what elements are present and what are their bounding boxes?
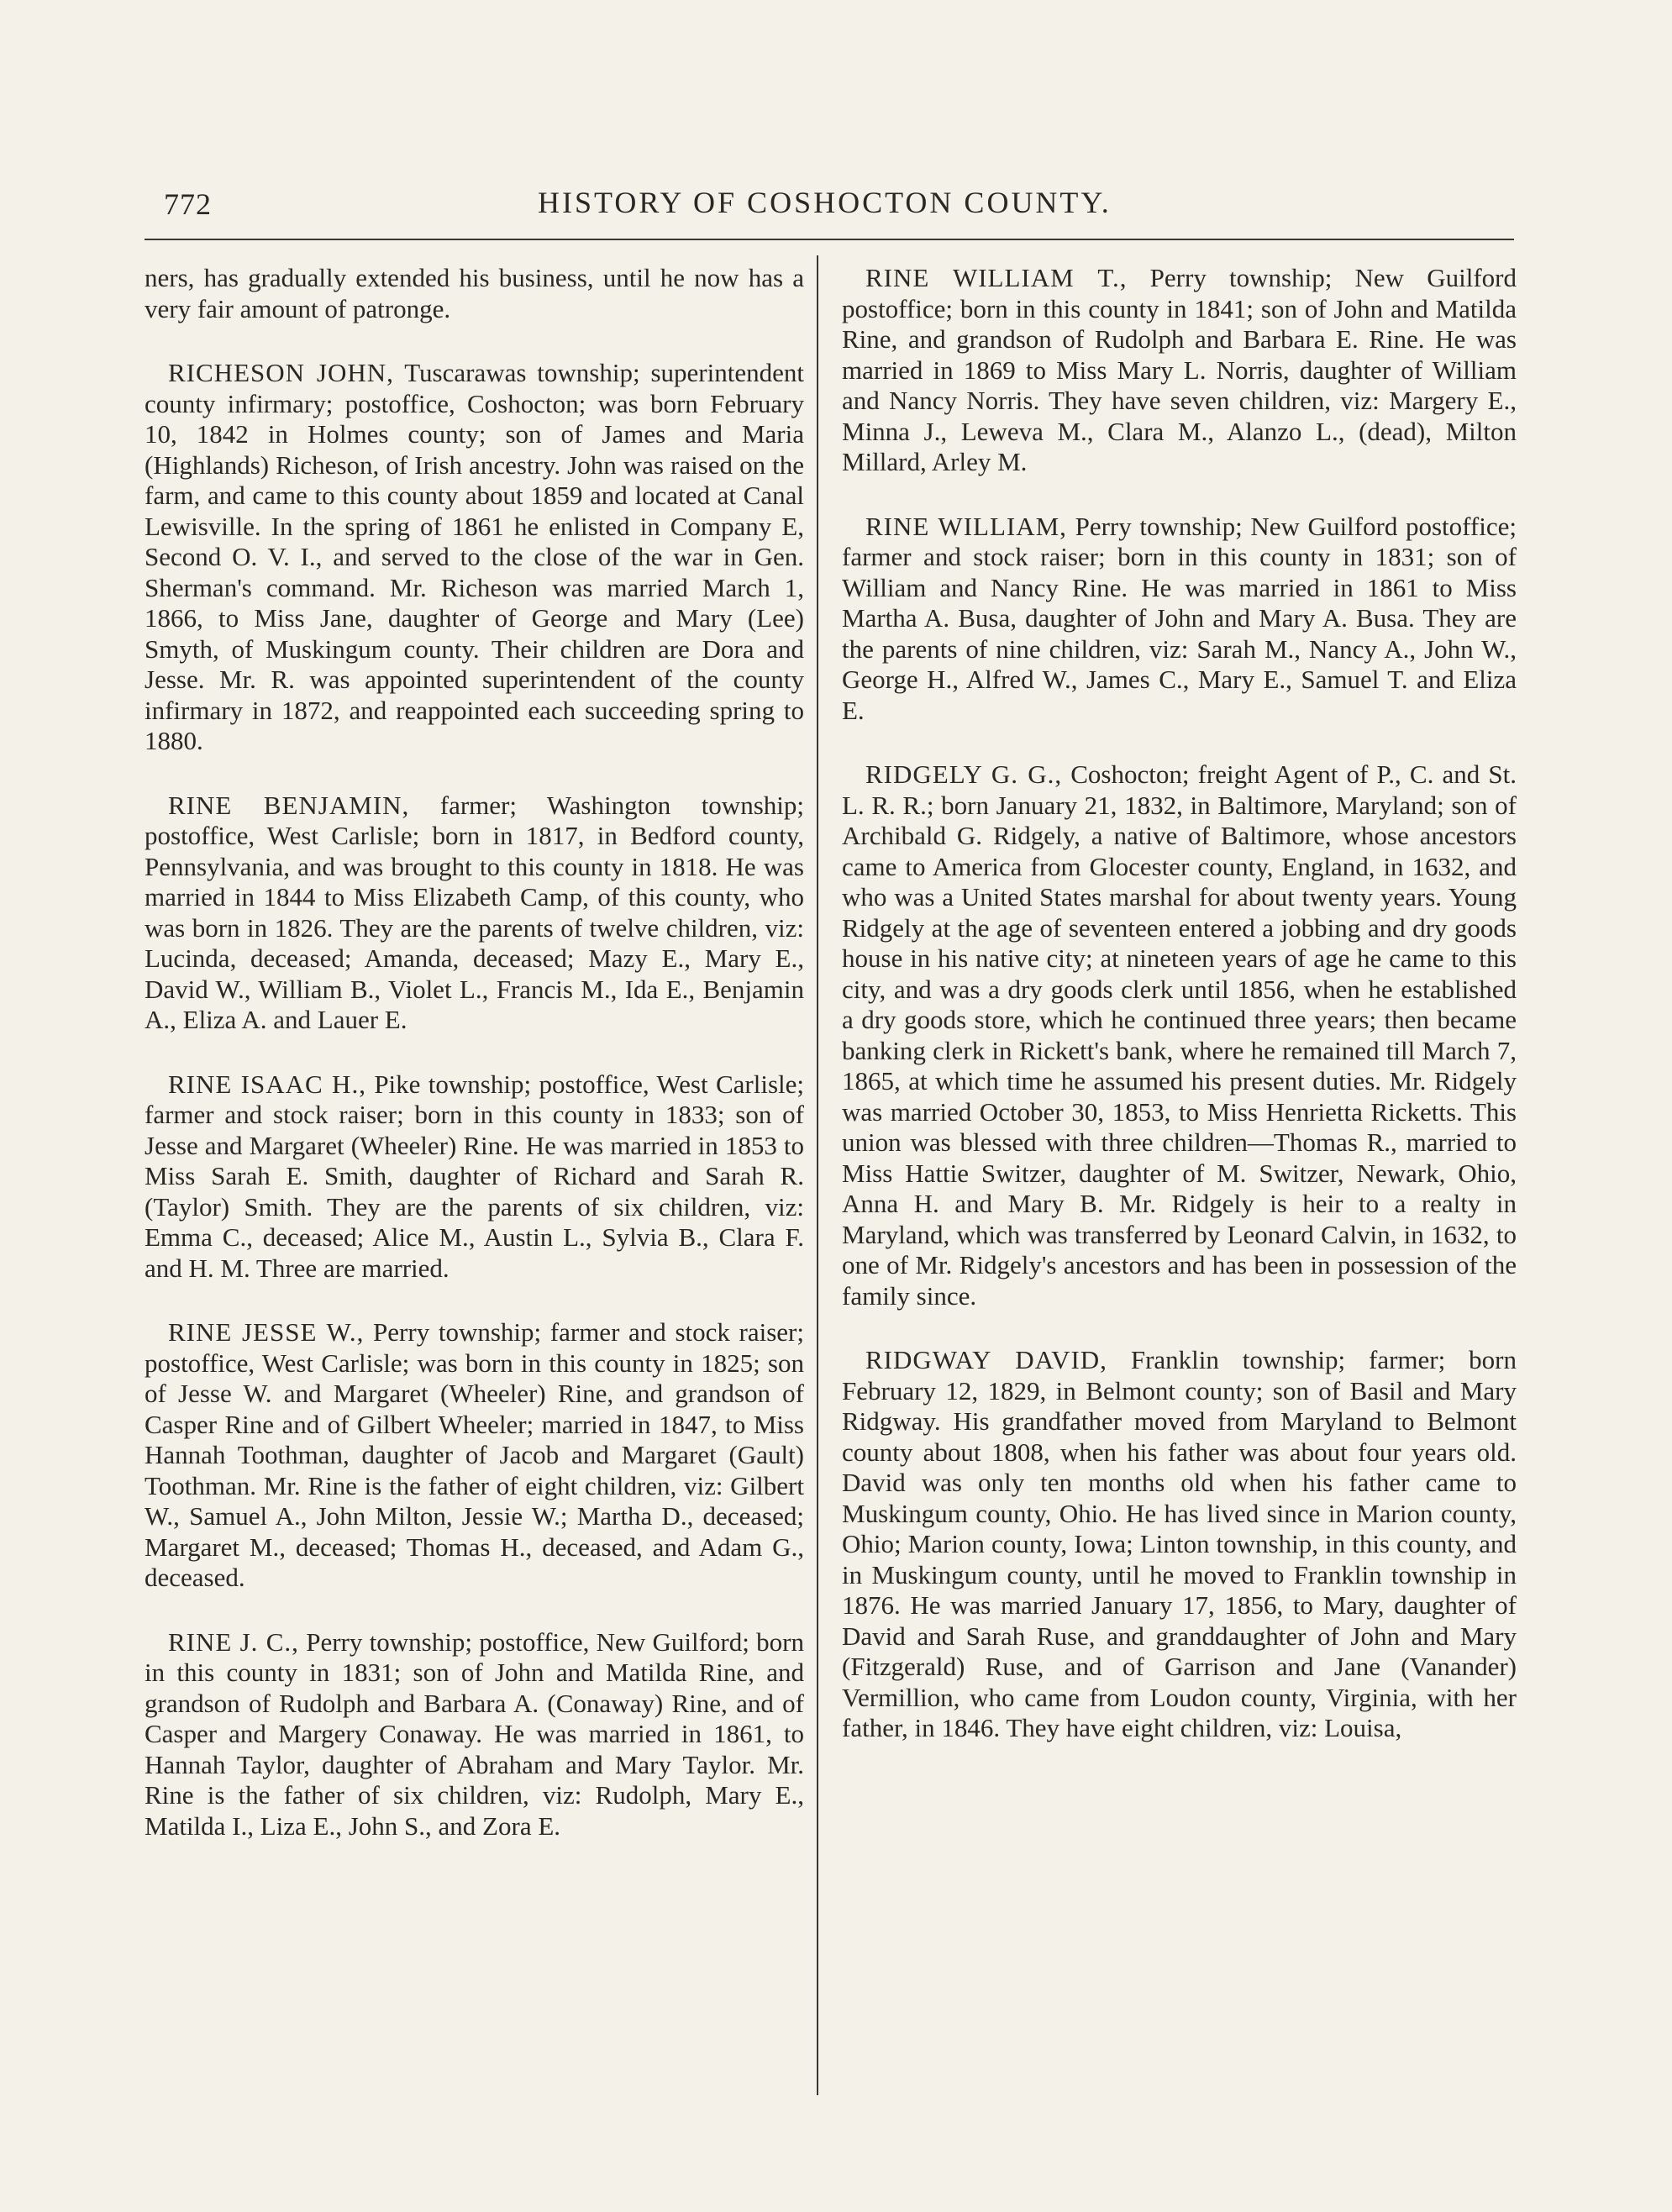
entry-text: Perry township; farmer and stock raiser; postoffice, West Carlisle; was born in this county in 1825; son of Jesse W. and Margaret (Wheeler) Rine, and grandson of Casper Rine and of Gilbert Wheeler; married in 1847, to Miss Hannah Toothman, daughter of Jacob and Margaret (Gault) Toothman. Mr. Rine is the father of eight children, viz: Gilbert W., Samuel A., John Milton, Jessie W.; Martha D., deceased; Margaret M., deceased; Thomas H., deceased, and Adam G., deceased. — [145, 1317, 804, 1592]
biography-entry — [145, 358, 804, 757]
page-number: 772 — [164, 187, 212, 221]
entry-text: Franklin township; farmer; born February 12, 1829, in Belmont county; son of Basil and Mary Ridgway. His grandfather moved from Maryland to Belmont county about 1808, when his father was about four years old. David was only ten months old when his father came to Muskingum county, Ohio. He has lived since in Marion county, Ohio; Marion county, Iowa; Linton township, in this county, and in Muskingum county, until he moved to Franklin township in 1876. He was married January 17, 1856, to Mary, daughter of David and Sarah Ruse, and granddaughter of John and Mary (Fitzgerald) Ruse, and of Garrison and Jane (Vanander) Vermillion, who came from Loudon county, Virginia, with her father, in 1846. They have eight children, viz: Louisa, — [842, 1345, 1517, 1742]
entry-text: Tuscarawas township; superintendent county infirmary; postoffice, Coshocton; was born February 10, 1842 in Holmes county; son of James and Maria (Highlands) Richeson, of Irish ancestry. John was raised on the farm, and came to this county about 1859 and located at Canal Lewisville. In the spring of 1861 he enlisted in Company E, Second O. V. I., and served to the close of the war in Gen. Sherman's command. Mr. Richeson was married March 1, 1866, to Miss Jane, daughter of George and Mary (Lee) Smyth, of Muskingum county. Their children are Dora and Jesse. Mr. R. was appointed superintendent of the county infirmary in 1872, and reappointed each succeeding spring to 1880. — [145, 358, 804, 755]
entry-paragraph — [145, 263, 804, 324]
biography-entry — [145, 263, 804, 324]
entry-name: RIDGWAY DAVID, — [865, 1345, 1107, 1374]
entry-text: Coshocton; freight Agent of P., C. and St. L. R. R.; born January 21, 1832, in Baltimore, Maryland; son of Archibald G. Ridgely, a native of Baltimore, whose ancestors came to America from Glocester county, England, in 1632, and who was a United States marshal for about twenty years. Young Ridgely at the age of seventeen entered a jobbing and dry goods house in his native city; at nineteen years of age he came to this city, and was a dry goods clerk until 1856, when he established a dry goods store, which he continued three years; then became banking clerk in Rickett's bank, where he remained till March 7, 1865, at which time he assumed his present duties. Mr. Ridgely was married October 30, 1853, to Miss Henrietta Ricketts. This union was blessed with three children—Thomas R., married to Miss Hattie Switzer, daughter of M. Switzer, Newark, Ohio, Anna H. and Mary B. Mr. Ridgely is heir to a realty in Maryland, which was transferred by Leonard Calvin, in 1632, to one of Mr. Ridgely's ancestors and has been in possession of the family since. — [842, 759, 1517, 1311]
biography-entry — [145, 1317, 804, 1594]
entry-name: RINE BENJAMIN, — [168, 790, 410, 820]
entry-paragraph — [145, 1069, 804, 1285]
entry-name: RINE WILLIAM T., — [865, 263, 1128, 292]
left-column — [145, 263, 804, 1875]
right-column — [842, 263, 1517, 1778]
column-divider — [817, 255, 818, 2095]
biography-entry — [842, 1345, 1517, 1744]
entry-name: RINE ISAAC H., — [168, 1069, 366, 1099]
entry-text: Pike township; postoffice, West Carlisle; farmer and stock raiser; born in this county in 1833; son of Jesse and Margaret (Wheeler) Rine. He was married in 1853 to Miss Sarah E. Smith, daughter of Richard and Sarah R. (Taylor) Smith. They are the parents of six children, viz: Emma C., deceased; Alice M., Austin L., Sylvia B., Clara F. and H. M. Three are married. — [145, 1069, 804, 1283]
entry-paragraph — [842, 512, 1517, 727]
biography-entry — [145, 1069, 804, 1285]
entry-text: Perry township; New Guilford postoffice; farmer and stock raiser; born in this county in 1831; son of William and Nancy Rine. He was married in 1861 to Miss Martha A. Busa, daughter of John and Mary A. Busa. They are the parents of nine children, viz: Sarah M., Nancy A., John W., George H., Alfred W., James C., Mary E., Samuel T. and Eliza E. — [842, 511, 1517, 725]
entry-text: farmer; Washington township; postoffice, West Carlisle; born in 1817, in Bedford county, Pennsylvania, and was brought to this county in 1818. He was married in 1844 to Miss Elizabeth Camp, of this county, who was born in 1826. They are the parents of twelve children, viz: Lucinda, deceased; Amanda, deceased; Mazy E., Mary E., David W., William B., Violet L., Francis M., Ida E., Benjamin A., Eliza A. and Lauer E. — [145, 790, 804, 1034]
entry-name: RICHESON JOHN, — [168, 358, 394, 387]
entry-name: RINE WILLIAM, — [865, 511, 1067, 541]
running-head: HISTORY OF COSHOCTON COUNTY. — [538, 186, 1112, 219]
page-header — [0, 0, 1672, 252]
entry-paragraph — [842, 759, 1517, 1311]
entry-text: ners, has gradually extended his business, until he now has a very fair amount of patronge. — [145, 263, 804, 323]
entry-paragraph — [145, 791, 804, 1036]
entry-name: RIDGELY G. G., — [865, 759, 1063, 789]
entry-text: Perry township; postoffice, New Guilford; born in this county in 1831; son of John and Matilda Rine, and grandson of Rudolph and Barbara A. (Conaway) Rine, and of Casper and Margery Conaway. He was married in 1861, to Hannah Taylor, daughter of Abraham and Mary Taylor. Mr. Rine is the father of six children, viz: Rudolph, Mary E., Matilda I., Liza E., John S., and Zora E. — [145, 1626, 804, 1841]
biography-entry — [842, 263, 1517, 478]
biography-entry — [145, 791, 804, 1036]
header-rule — [145, 239, 1514, 240]
entry-paragraph — [842, 263, 1517, 478]
entry-paragraph — [145, 1317, 804, 1594]
entry-name: RINE J. C., — [168, 1626, 299, 1657]
biography-entry — [842, 759, 1517, 1311]
entry-paragraph — [145, 358, 804, 757]
entry-name: RINE JESSE W., — [168, 1317, 365, 1347]
entry-paragraph — [842, 1345, 1517, 1744]
biography-entry — [842, 512, 1517, 727]
entry-text: Perry township; New Guilford postoffice; born in this county in 1841; son of John and Matilda Rine, and grandson of Rudolph and Barbara E. Rine. He was married in 1869 to Miss Mary L. Norris, daughter of William and Nancy Norris. They have seven children, viz: Margery E., Minna J., Leweva M., Clara M., Alanzo L., (dead), Milton Millard, Arley M. — [842, 263, 1517, 476]
biography-entry — [145, 1627, 804, 1842]
entry-paragraph — [145, 1627, 804, 1842]
